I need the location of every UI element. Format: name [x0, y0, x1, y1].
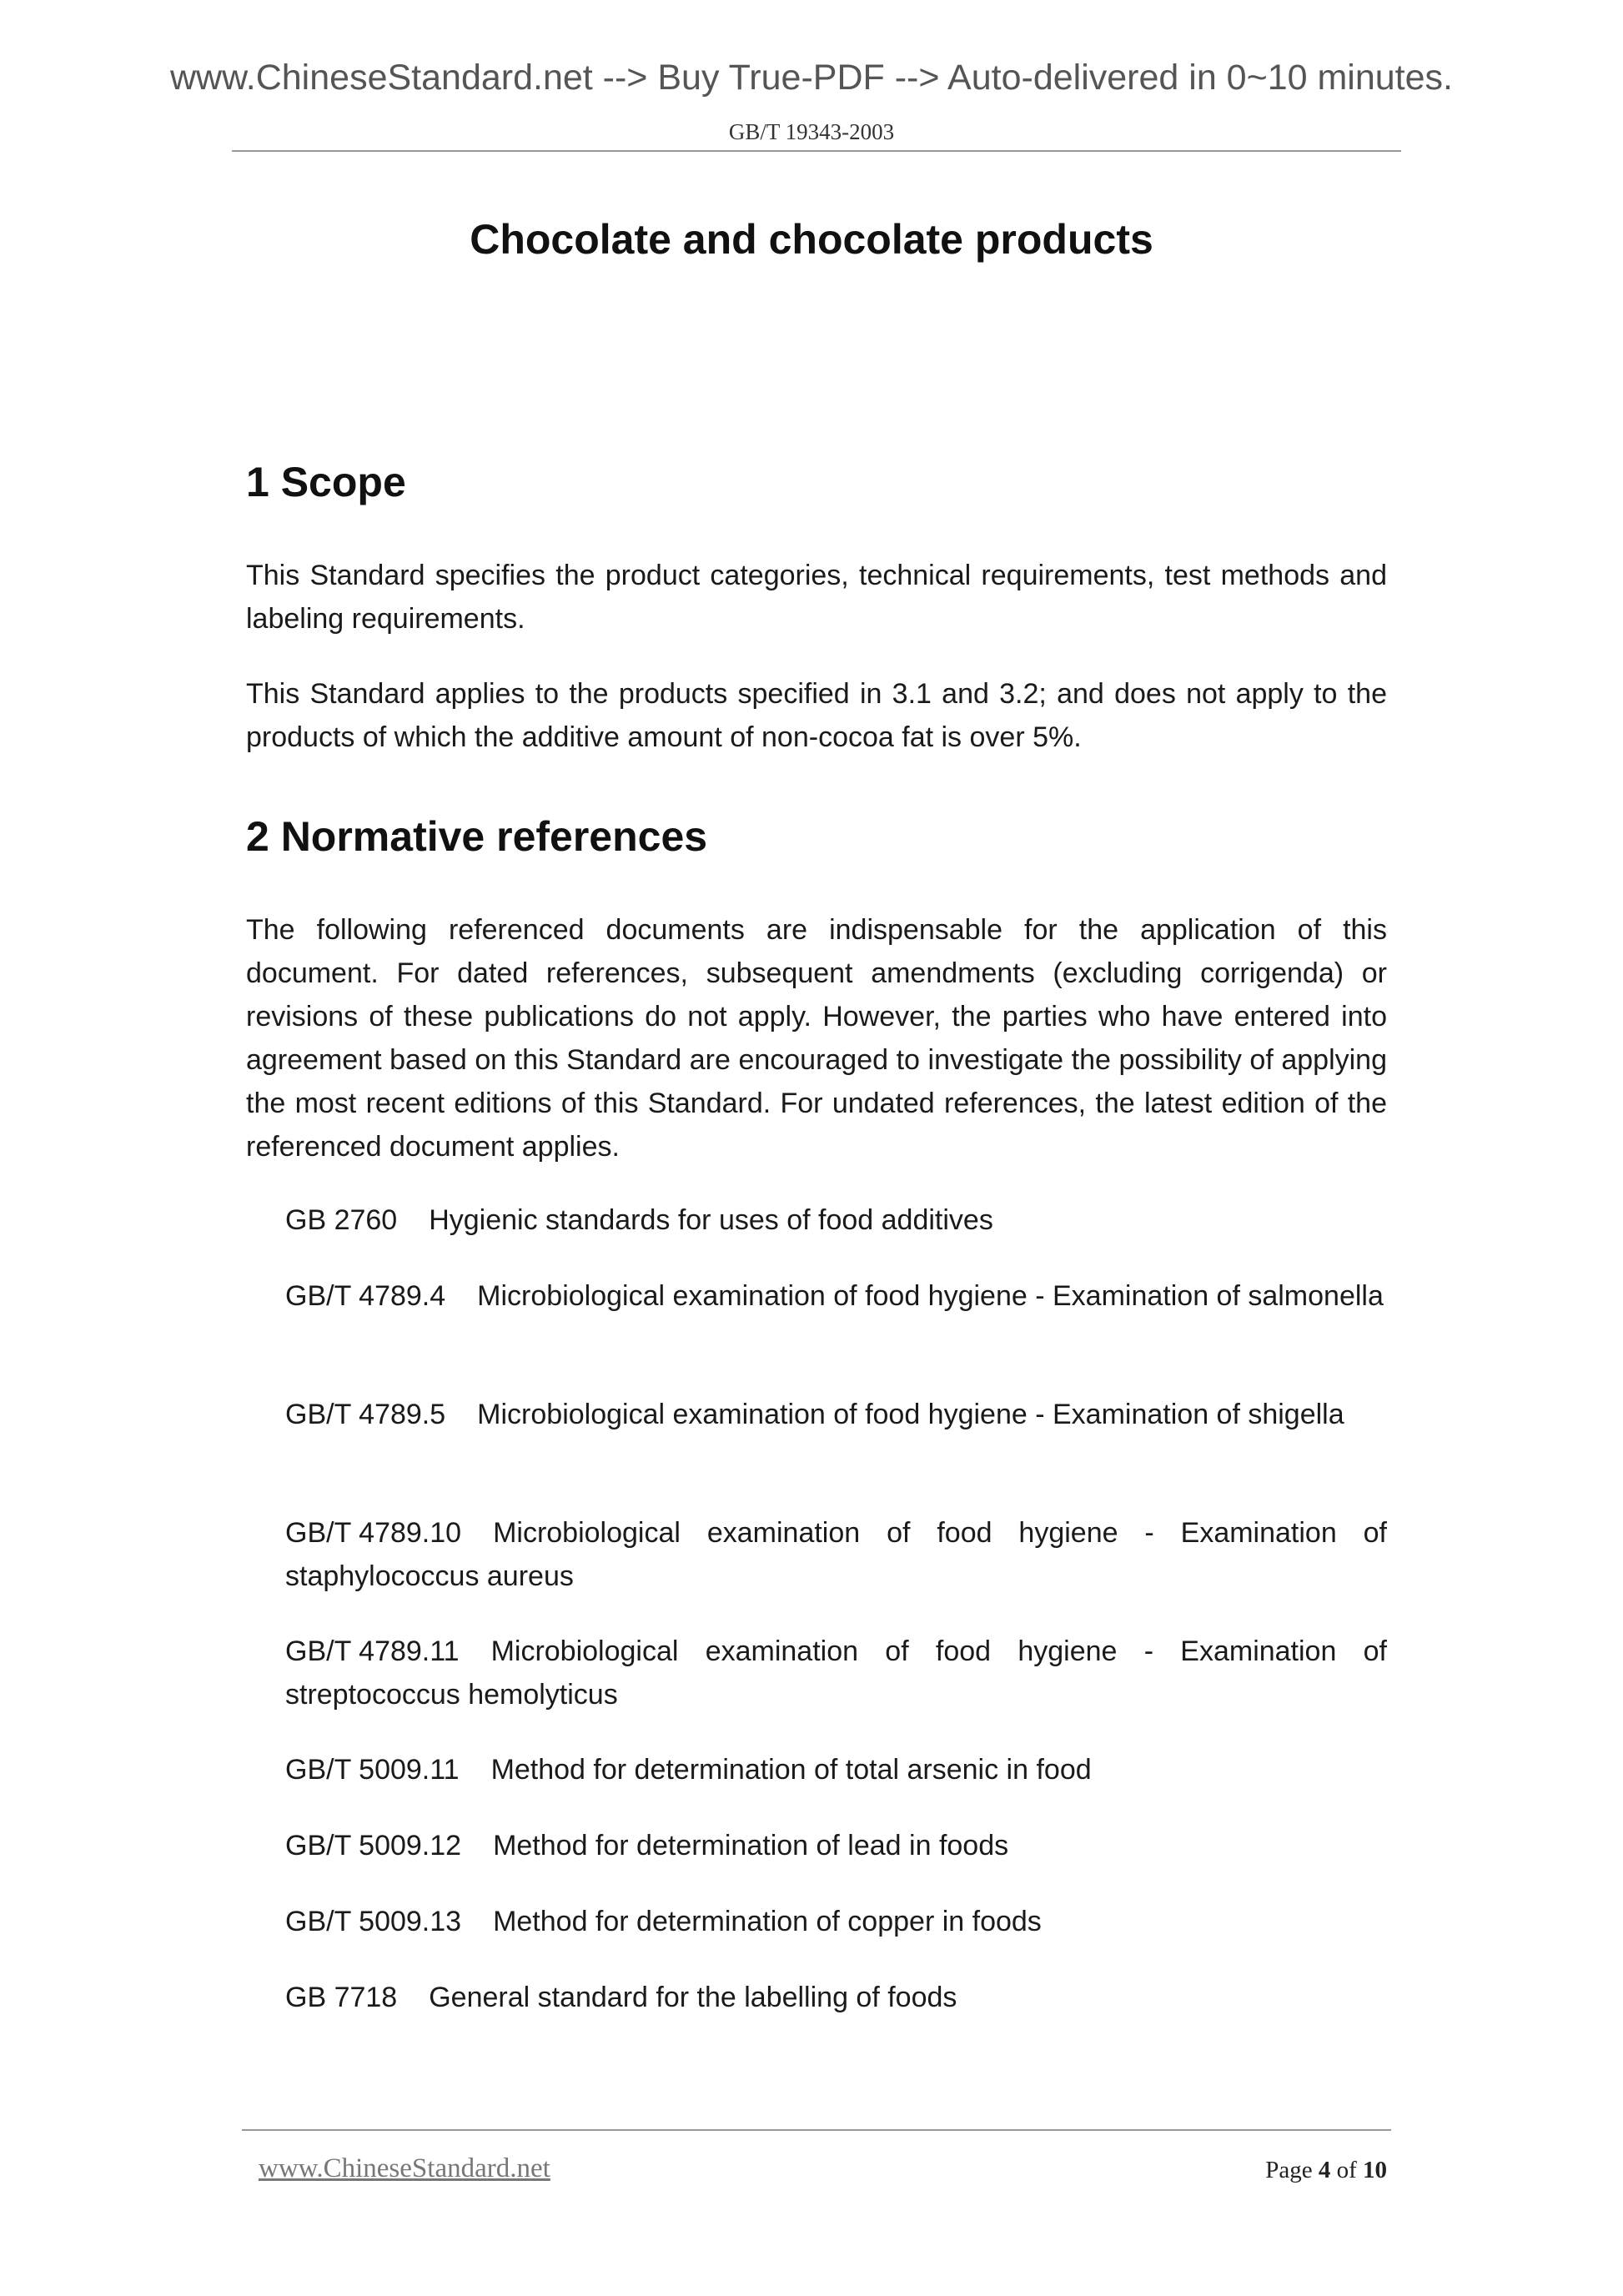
reference-title: Microbiological examination of food hygiene - Examination of streptococcus hemolyticus	[285, 1635, 1387, 1711]
reference-code: GB/T 5009.13	[285, 1906, 462, 1937]
reference-item	[285, 1976, 1387, 2019]
reference-title: Method for determination of copper in foods	[493, 1906, 1042, 1937]
reference-item	[285, 1198, 1387, 1242]
reference-item	[285, 1824, 1387, 1867]
reference-title: Microbiological examination of food hygiene - Examination of staphylococcus aureus	[285, 1517, 1387, 1592]
reference-item	[285, 1393, 1387, 1436]
reference-title: Microbiological examination of food hygiene - Examination of shigella	[477, 1399, 1344, 1430]
reference-code: GB/T 4789.4	[285, 1280, 446, 1312]
section-heading-normative-references: 2 Normative references	[246, 813, 708, 860]
header-divider	[232, 150, 1401, 152]
reference-title: Method for determination of lead in foods	[493, 1830, 1009, 1861]
reference-item	[285, 1274, 1387, 1318]
reference-code: GB 2760	[285, 1204, 398, 1236]
footer-site-link[interactable]: www.ChineseStandard.net	[259, 2153, 550, 2183]
reference-code: GB/T 5009.11	[285, 1754, 460, 1786]
reference-title: Hygienic standards for uses of food additives	[429, 1204, 993, 1236]
reference-title: Microbiological examination of food hygiene - Examination of salmonella	[477, 1280, 1384, 1312]
reference-code: GB/T 4789.5	[285, 1399, 446, 1430]
reference-item	[285, 1630, 1387, 1716]
total-pages: 10	[1363, 2157, 1387, 2183]
scope-paragraph: This Standard applies to the products specified in 3.1 and 3.2; and does not apply to the products of which the additive amount of non-cocoa fat is over 5%.	[246, 678, 1387, 753]
current-page: 4	[1318, 2157, 1331, 2183]
document-title: Chocolate and chocolate products	[470, 216, 1153, 263]
standard-code: GB/T 19343-2003	[728, 119, 895, 144]
reference-item	[285, 1748, 1387, 1791]
reference-item	[285, 1511, 1387, 1598]
reference-code: GB/T 4789.10	[285, 1517, 462, 1549]
reference-code: GB/T 4789.11	[285, 1635, 460, 1667]
section-heading-scope: 1 Scope	[246, 459, 406, 505]
scope-paragraph: This Standard specifies the product categories, technical requirements, test methods and labeling requirements.	[246, 560, 1387, 635]
reference-code: GB/T 5009.12	[285, 1830, 462, 1861]
reference-item	[285, 1900, 1387, 1943]
page-of-label: of	[1336, 2157, 1357, 2183]
reference-title: General standard for the labelling of foods	[429, 1982, 957, 2013]
references-intro-paragraph: The following referenced documents are indispensable for the application of this document. For dated references, subsequent amendments (excluding corrigenda) or revisions of these publications do not apply. However, the parties who have entered into agreement based on this Standard are encouraged to investigate the possibility of applying the most recent editions of this Standard. For undated references, the latest edition of the referenced document applies.	[246, 914, 1387, 1163]
page-number	[1265, 2158, 1387, 2183]
page-label: Page	[1265, 2157, 1313, 2183]
reference-code: GB 7718	[285, 1982, 398, 2013]
site-banner: www.ChineseStandard.net --> Buy True-PDF --> Auto-delivered in 0~10 minutes.	[169, 58, 1453, 98]
reference-title: Method for determination of total arsenic in food	[490, 1754, 1092, 1786]
footer-divider	[242, 2129, 1391, 2131]
